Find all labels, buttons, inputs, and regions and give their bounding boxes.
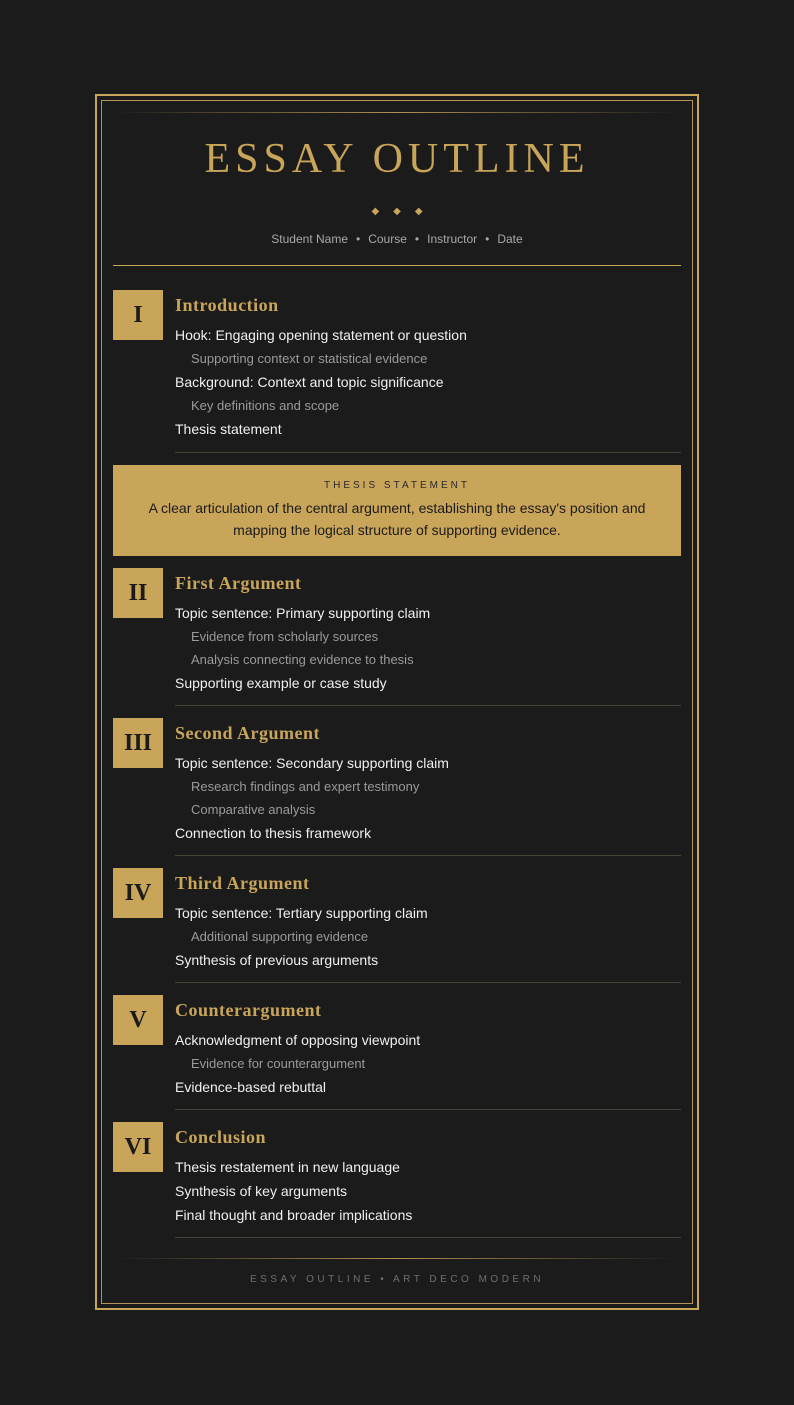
- section-heading: Introduction: [175, 295, 279, 315]
- outline-item: Background: Context and topic significance: [175, 374, 444, 390]
- outline-subitem: Evidence for counterargument: [191, 1056, 366, 1071]
- meta-separator: •: [414, 232, 420, 246]
- section-body: [175, 1122, 681, 1227]
- thesis-label: THESIS STATEMENT: [324, 480, 470, 491]
- meta-separator: •: [485, 232, 490, 246]
- outline-item: Thesis restatement in new language: [175, 1159, 400, 1175]
- section-heading: Second Argument: [175, 723, 321, 743]
- section-body: [175, 568, 681, 695]
- outline-item: Supporting example or case study: [175, 675, 387, 691]
- section-divider: [175, 1237, 681, 1238]
- bottom-ornamental-rule: [115, 1258, 679, 1259]
- section-numeral: III: [113, 718, 163, 768]
- header-divider: [113, 265, 681, 266]
- section-body: [175, 290, 681, 441]
- section-divider: [175, 705, 681, 706]
- outline-subitem: Supporting context or statistical evidence: [191, 351, 428, 366]
- diamond-icon: ◆: [414, 206, 423, 217]
- thesis-text: A clear articulation of the central argument, establishing the essay's position and mapping the logical structure of supporting evidence.: [148, 500, 646, 538]
- outline-item: Topic sentence: Primary supporting claim: [175, 605, 431, 621]
- meta-separator: •: [356, 232, 361, 246]
- outline-item: Acknowledgment of opposing viewpoint: [175, 1032, 421, 1048]
- outline-subitem: Key definitions and scope: [191, 398, 340, 413]
- section-body: [175, 995, 681, 1099]
- section-numeral: II: [113, 568, 163, 618]
- section-divider: [175, 855, 681, 856]
- outline-item: Hook: Engaging opening statement or question: [175, 327, 467, 343]
- footer-text: ESSAY OUTLINE • ART DECO MODERN: [249, 1274, 545, 1285]
- section-heading: Conclusion: [175, 1127, 267, 1147]
- meta-student-name: Student Name: [271, 232, 349, 246]
- outline-item: Synthesis of key arguments: [175, 1183, 347, 1199]
- diamond-ornament: [101, 206, 693, 218]
- section-divider: [175, 1109, 681, 1110]
- outline-item: Final thought and broader implications: [175, 1207, 413, 1223]
- outline-subitem: Analysis connecting evidence to thesis: [191, 652, 414, 667]
- diamond-icon: ◆: [371, 206, 380, 217]
- section-numeral: V: [113, 995, 163, 1045]
- section-body: [175, 868, 681, 972]
- meta-instructor: Instructor: [427, 232, 478, 246]
- outline-subitem: Evidence from scholarly sources: [191, 629, 379, 644]
- section-heading: Third Argument: [175, 873, 310, 893]
- outline-item: Thesis statement: [175, 421, 282, 437]
- thesis-statement-box: [113, 465, 681, 556]
- diamond-icon: ◆: [393, 206, 401, 217]
- section-numeral: VI: [113, 1122, 163, 1172]
- section-numeral: I: [113, 290, 163, 340]
- section-divider: [175, 452, 681, 453]
- outline-item: Evidence-based rebuttal: [175, 1079, 326, 1095]
- section-numeral: IV: [113, 868, 163, 918]
- document-meta: [101, 231, 693, 247]
- section-heading: First Argument: [175, 573, 302, 593]
- section-heading: Counterargument: [175, 1000, 322, 1020]
- meta-course: Course: [368, 232, 407, 246]
- outline-item: Connection to thesis framework: [175, 825, 372, 841]
- outline-subitem: Research findings and expert testimony: [191, 779, 420, 794]
- section-divider: [175, 982, 681, 983]
- outline-item: Synthesis of previous arguments: [175, 952, 379, 968]
- page-title: ESSAY OUTLINE: [204, 136, 590, 182]
- outline-subitem: Additional supporting evidence: [191, 929, 369, 944]
- outline-item: Topic sentence: Tertiary supporting claim: [175, 905, 428, 921]
- outline-item: Topic sentence: Secondary supporting claim: [175, 755, 449, 771]
- section-body: [175, 718, 681, 845]
- outline-subitem: Comparative analysis: [191, 802, 316, 817]
- top-ornamental-rule: [115, 112, 679, 113]
- meta-date: Date: [497, 232, 523, 246]
